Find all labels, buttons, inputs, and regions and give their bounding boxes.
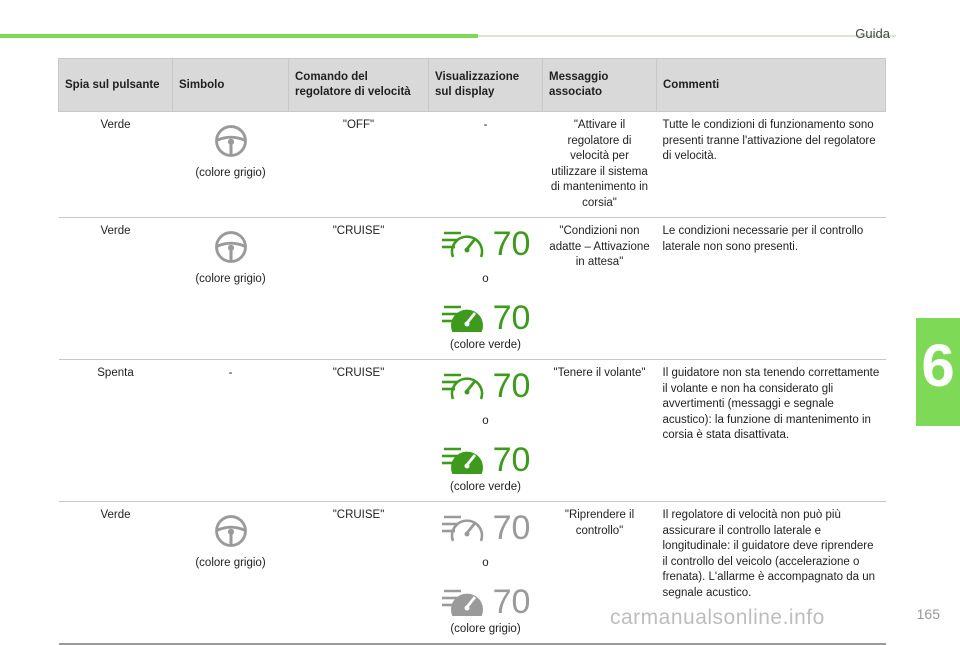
speed-indicator bbox=[441, 508, 531, 548]
speedometer-outline-icon bbox=[441, 369, 487, 403]
display-or: o bbox=[482, 415, 489, 428]
speed-indicator bbox=[441, 298, 531, 338]
table-row bbox=[59, 360, 886, 502]
cell-commenti: Il regolatore di velocità non può più assicurare il controllo laterale e longitudinale: il guidatore deve riprendere il controllo del veicolo (accelerazione o frenata). L'allarme è accompagnato da un segnale acustico. bbox=[657, 502, 886, 645]
speed-value: 70 bbox=[492, 440, 531, 479]
table-row bbox=[59, 112, 886, 218]
speed-value: 70 bbox=[492, 367, 531, 406]
speedometer-filled-icon bbox=[441, 301, 487, 335]
display-color-note: (colore verde) bbox=[450, 338, 521, 351]
chapter-number: 6 bbox=[921, 332, 955, 399]
cell-messaggio: "Riprendere il controllo" bbox=[543, 502, 657, 645]
cell-comando: "CRUISE" bbox=[289, 502, 429, 645]
speed-value: 70 bbox=[492, 582, 531, 621]
cell-spia: Verde bbox=[59, 218, 173, 360]
symbol-color-note: (colore grigio) bbox=[195, 273, 266, 286]
cell-spia: Spenta bbox=[59, 360, 173, 502]
cell-simbolo: - bbox=[173, 360, 289, 502]
steering-wheel-icon bbox=[214, 124, 248, 158]
cell-spia: Verde bbox=[59, 502, 173, 645]
table-row bbox=[59, 218, 886, 360]
cell-comando: "CRUISE" bbox=[289, 218, 429, 360]
header-accent-bar bbox=[0, 34, 478, 38]
symbol-color-note: (colore grigio) bbox=[195, 557, 266, 570]
cell-spia: Verde bbox=[59, 112, 173, 218]
speedometer-outline-icon bbox=[441, 227, 487, 261]
speed-value: 70 bbox=[492, 509, 531, 548]
cruise-control-table bbox=[58, 58, 886, 645]
header-display: Visualizzazione sul display bbox=[429, 59, 543, 112]
symbol-color-note: (colore grigio) bbox=[195, 167, 266, 179]
speed-indicator bbox=[441, 366, 531, 406]
table-header-row bbox=[59, 59, 886, 112]
display-or: o bbox=[482, 557, 489, 570]
cell-commenti: Le condizioni necessarie per il controllo laterale non sono presenti. bbox=[657, 218, 886, 360]
speed-indicator bbox=[441, 582, 531, 622]
cell-messaggio: "Attivare il regolatore di velocità per utilizzare il sistema di mantenimento in corsia" bbox=[543, 112, 657, 218]
speedometer-filled-icon bbox=[441, 443, 487, 477]
speed-value: 70 bbox=[492, 298, 531, 337]
speed-indicator bbox=[441, 440, 531, 480]
cell-display bbox=[429, 218, 543, 360]
steering-wheel-icon bbox=[214, 230, 248, 264]
speedometer-filled-icon bbox=[441, 585, 487, 619]
cell-display bbox=[429, 502, 543, 645]
header-messaggio: Messaggio associato bbox=[543, 59, 657, 112]
watermark: carmanualsonline.info bbox=[610, 606, 825, 629]
cell-messaggio: "Tenere il volante" bbox=[543, 360, 657, 502]
cell-messaggio: "Condizioni non adatte – Attivazione in attesa" bbox=[543, 218, 657, 360]
cell-commenti: Il guidatore non sta tenendo correttamente il volante e non ha considerato gli avvertimenti (messaggi e segnale acustico): la funzione di mantenimento in corsia è stata disattivata. bbox=[657, 360, 886, 502]
display-or: o bbox=[482, 273, 489, 286]
section-title: Guida bbox=[855, 26, 890, 41]
header-comando: Comando del regolatore di velocità bbox=[289, 59, 429, 112]
header-rule bbox=[478, 35, 896, 37]
cell-display bbox=[429, 360, 543, 502]
display-color-note: (colore verde) bbox=[450, 480, 521, 493]
page-number: 165 bbox=[916, 606, 940, 622]
chapter-tab bbox=[916, 318, 960, 426]
cell-comando: "OFF" bbox=[289, 112, 429, 218]
cell-simbolo bbox=[173, 502, 289, 645]
display-color-note: (colore grigio) bbox=[450, 622, 521, 635]
header-simbolo: Simbolo bbox=[173, 59, 289, 112]
speed-indicator bbox=[441, 224, 531, 264]
cell-display: - bbox=[429, 112, 543, 218]
cell-simbolo bbox=[173, 112, 289, 218]
header-spia: Spia sul pulsante bbox=[59, 59, 173, 112]
cell-commenti: Tutte le condizioni di funzionamento sono presenti tranne l'attivazione del regolatore di velocità. bbox=[657, 112, 886, 218]
header-commenti: Commenti bbox=[657, 59, 886, 112]
steering-wheel-icon bbox=[214, 514, 248, 548]
cell-simbolo bbox=[173, 218, 289, 360]
speed-value: 70 bbox=[492, 225, 531, 264]
speedometer-outline-icon bbox=[441, 511, 487, 545]
cell-comando: "CRUISE" bbox=[289, 360, 429, 502]
